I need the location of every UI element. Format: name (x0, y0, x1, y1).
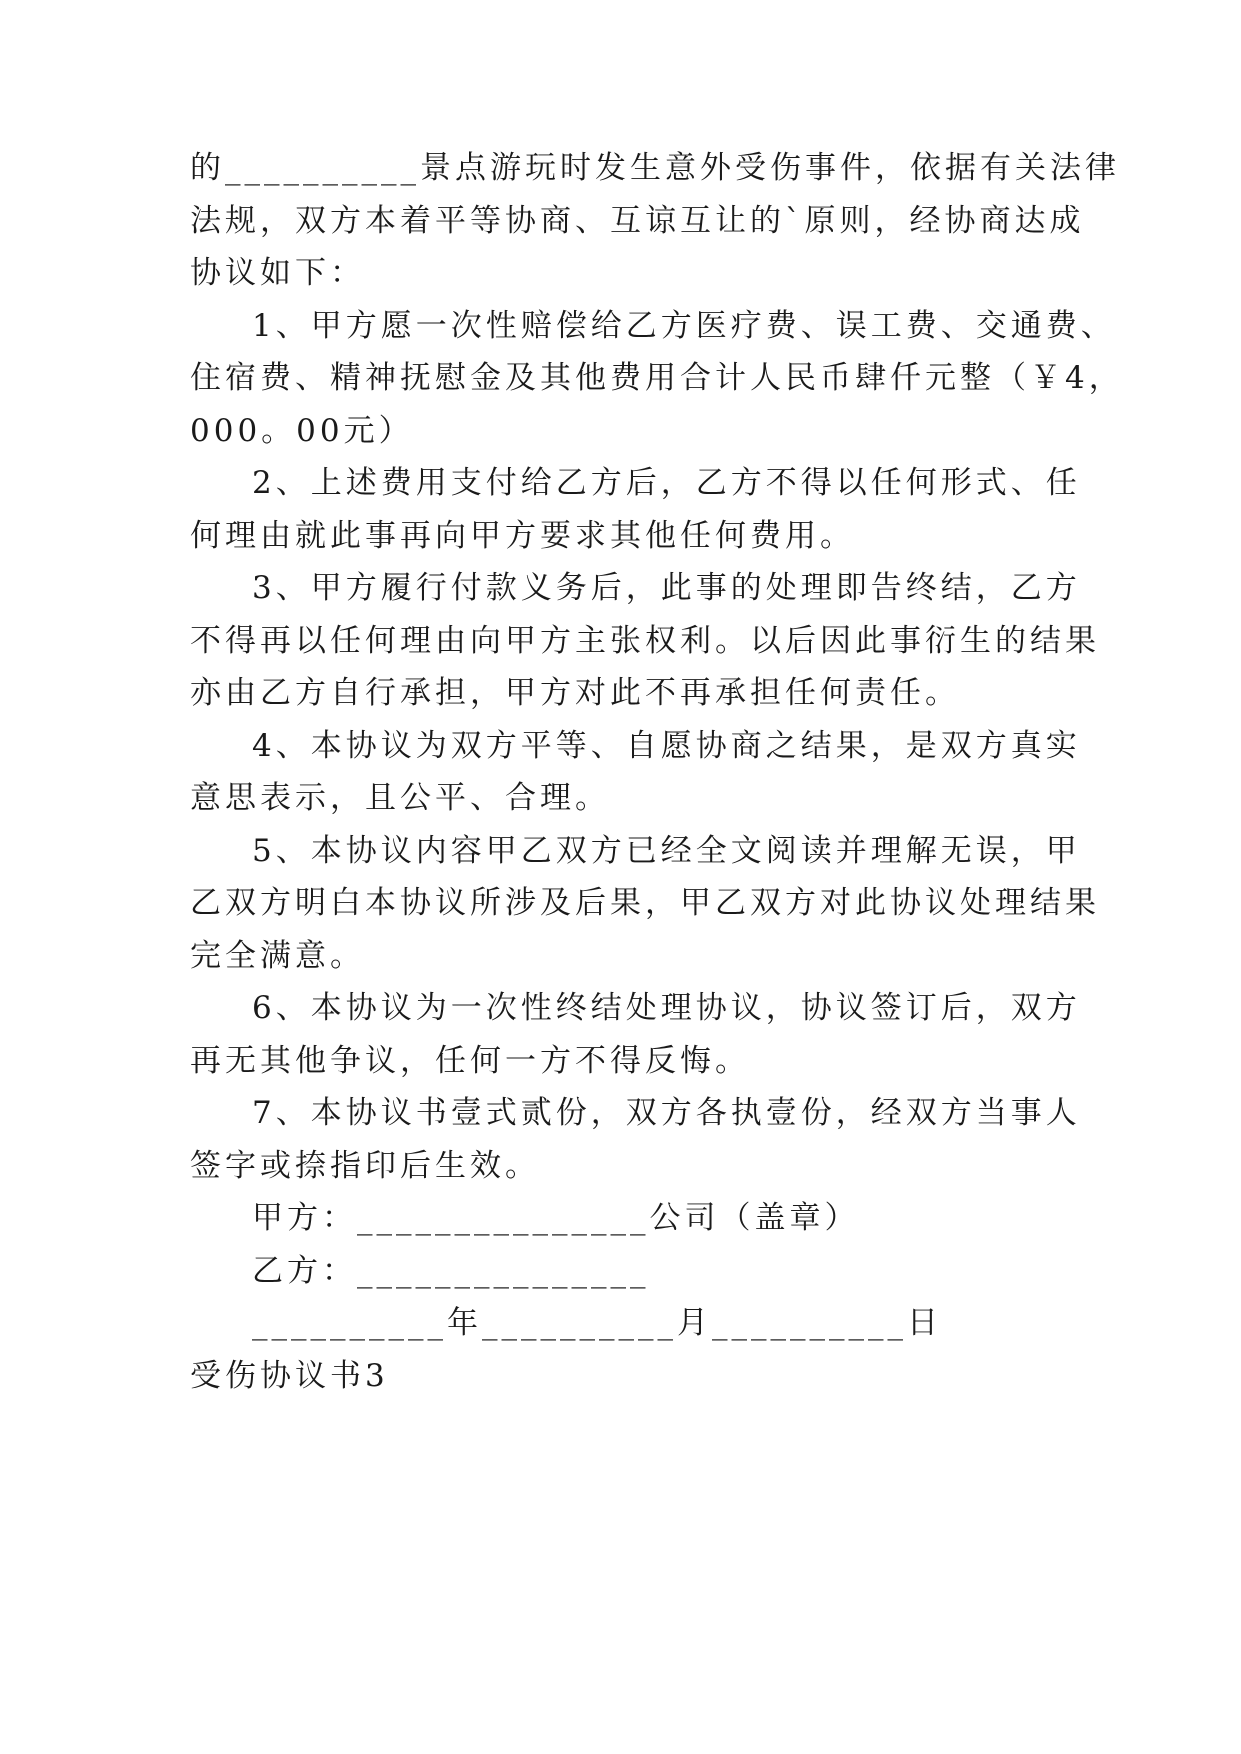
clause-4-line-2: 意思表示，且公平、合理。 (190, 780, 610, 816)
clause-6-line-1: 6、本协议为一次性终结处理协议，协议签订后，双方 (252, 990, 1081, 1026)
signature-date: __________年__________月__________日 (252, 1305, 942, 1341)
intro-line-2: 法规，双方本着平等协商、互谅互让的`原则，经协商达成 (190, 203, 1085, 239)
clause-3-line-1: 3、甲方履行付款义务后，此事的处理即告终结，乙方 (252, 570, 1081, 606)
clause-5-line-2: 乙双方明白本协议所涉及后果，甲乙双方对此协议处理结果 (190, 885, 1100, 921)
next-section-heading: 受伤协议书3 (190, 1358, 389, 1394)
clause-1-line-1: 1、甲方愿一次性赔偿给乙方医疗费、误工费、交通费、 (252, 308, 1116, 344)
clause-5-line-3: 完全满意。 (190, 938, 365, 974)
clause-2-line-1: 2、上述费用支付给乙方后，乙方不得以任何形式、任 (252, 465, 1081, 501)
clause-6-line-2: 再无其他争议，任何一方不得反悔。 (190, 1043, 750, 1079)
party-b-signature: 乙方：_______________ (252, 1253, 650, 1289)
party-a-signature: 甲方：_______________公司（盖章） (252, 1200, 860, 1236)
clause-1-line-2: 住宿费、精神抚慰金及其他费用合计人民币肆仟元整（￥4， (190, 360, 1124, 396)
intro-line-3: 协议如下： (190, 255, 365, 291)
clause-3-line-3: 亦由乙方自行承担，甲方对此不再承担任何责任。 (190, 675, 960, 711)
clause-3-line-2: 不得再以任何理由向甲方主张权利。以后因此事衍生的结果 (190, 623, 1100, 659)
clause-2-line-2: 何理由就此事再向甲方要求其他任何费用。 (190, 518, 855, 554)
clause-7-line-1: 7、本协议书壹式贰份，双方各执壹份，经双方当事人 (252, 1095, 1081, 1131)
clause-1-line-3: 000。00元） (190, 413, 414, 449)
clause-5-line-1: 5、本协议内容甲乙双方已经全文阅读并理解无误，甲 (252, 833, 1081, 869)
clause-7-line-2: 签字或捺指印后生效。 (190, 1148, 540, 1184)
clause-4-line-1: 4、本协议为双方平等、自愿协商之结果，是双方真实 (252, 728, 1081, 764)
intro-line-1: 的__________景点游玩时发生意外受伤事件，依据有关法律 (190, 150, 1120, 186)
